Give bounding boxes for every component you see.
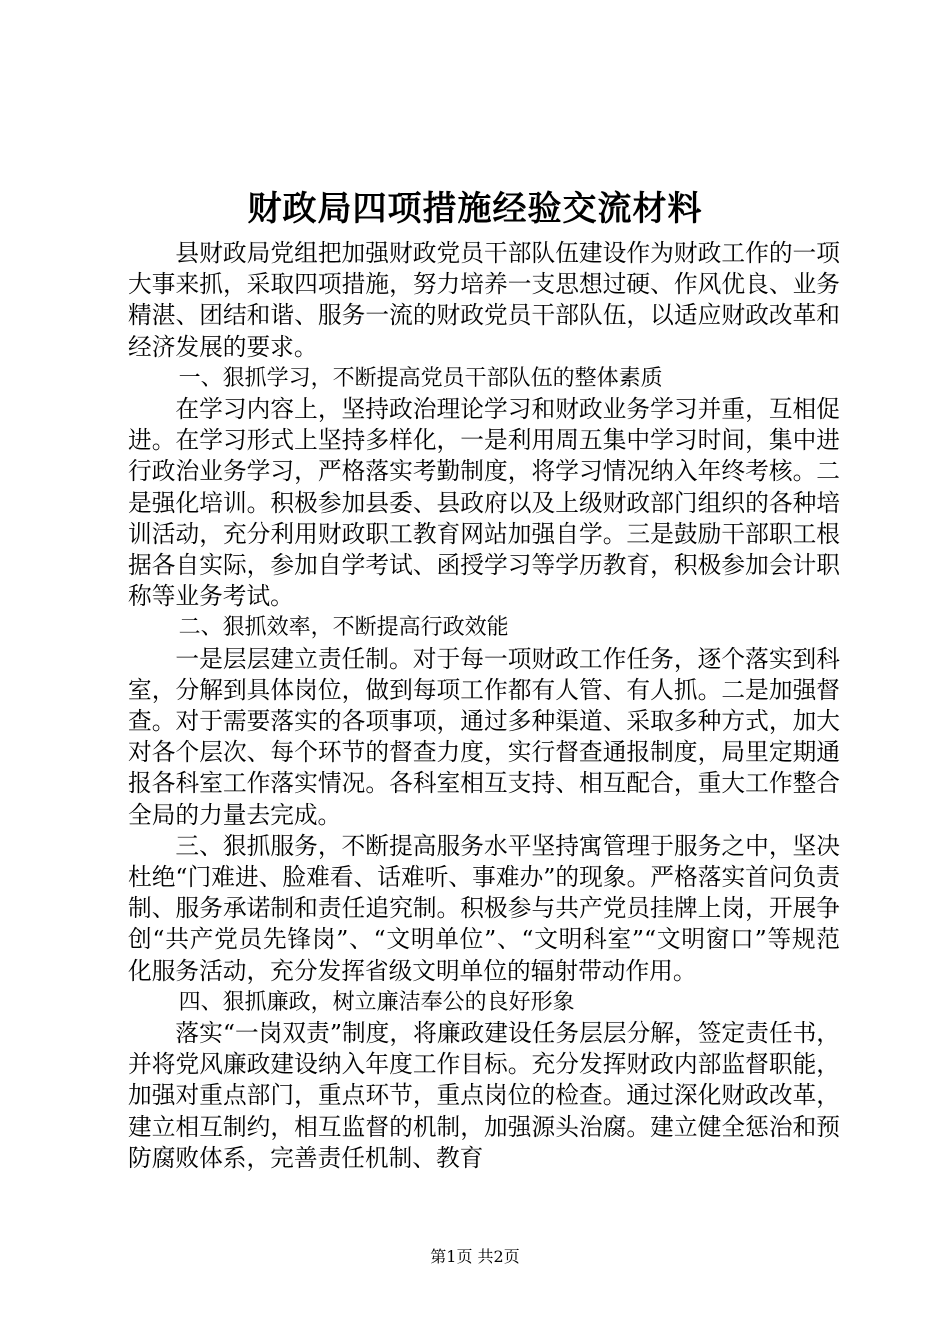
document-body xyxy=(128,238,840,1174)
document-title: 财政局四项措施经验交流材料 xyxy=(247,189,703,229)
section-2-paragraph: 一是层层建立责任制。对于每一项财政工作任务，逐个落实到科室，分解到具体岗位，做到每项工作都有人管、有人抓。二是加强督查。对于需要落实的各项事项，通过多种渠道、采取多种方式，加大对各个层次、每个环节的督查力度，实行督查通报制度，局里定期通报各科室工作落实情况。各科室相互支持、相互配合，重大工作整合全局的力量去完成。 xyxy=(128,644,840,829)
section-1-heading: 一、狠抓学习，不断提高党员干部队伍的整体素质 xyxy=(178,365,663,391)
section-2-heading: 二、狠抓效率，不断提高行政效能 xyxy=(178,615,509,641)
section-4-paragraph: 落实“一岗双责”制度，将廉政建设任务层层分解，签定责任书，并将党风廉政建设纳入年度工作目标。充分发挥财政内部监督职能，加强对重点部门，重点环节，重点岗位的检查。通过深化财政改革，建立相互制约，相互监督的机制，加强源头治腐。建立健全惩治和预防腐败体系，完善责任机制、教育 xyxy=(128,1019,840,1172)
section-3-paragraph: 三、狠抓服务，不断提高服务水平坚持寓管理于服务之中，坚决杜绝“门难进、脸难看、话难听、事难办”的现象。严格落实首问负责制、服务承诺制和责任追究制。积极参与共产党员挂牌上岗，开展争创“共产党员先锋岗”、“文明单位”、“文明科室”“文明窗口”等规范化服务活动，充分发挥省级文明单位的辐射带动作用。 xyxy=(128,831,840,985)
page-number-footer: 第1页 共2页 xyxy=(430,1247,520,1266)
intro-paragraph: 县财政局党组把加强财政党员干部队伍建设作为财政工作的一项大事来抓，采取四项措施，努力培养一支思想过硬、作风优良、业务精湛、团结和谐、服务一流的财政党员干部队伍，以适应财政改革和经济发展的要求。 xyxy=(128,239,840,361)
section-4-heading: 四、狠抓廉政，树立廉洁奉公的良好形象 xyxy=(178,989,575,1015)
section-1-paragraph: 在学习内容上，坚持政治理论学习和财政业务学习并重，互相促进。在学习形式上坚持多样化，一是利用周五集中学习时间，集中进行政治业务学习，严格落实考勤制度，将学习情况纳入年终考核。二是强化培训。积极参加县委、县政府以及上级财政部门组织的各种培训活动，充分利用财政职工教育网站加强自学。三是鼓励干部职工根据各自实际，参加自学考试、函授学习等学历教育，积极参加会计职称等业务考试。 xyxy=(128,395,840,611)
